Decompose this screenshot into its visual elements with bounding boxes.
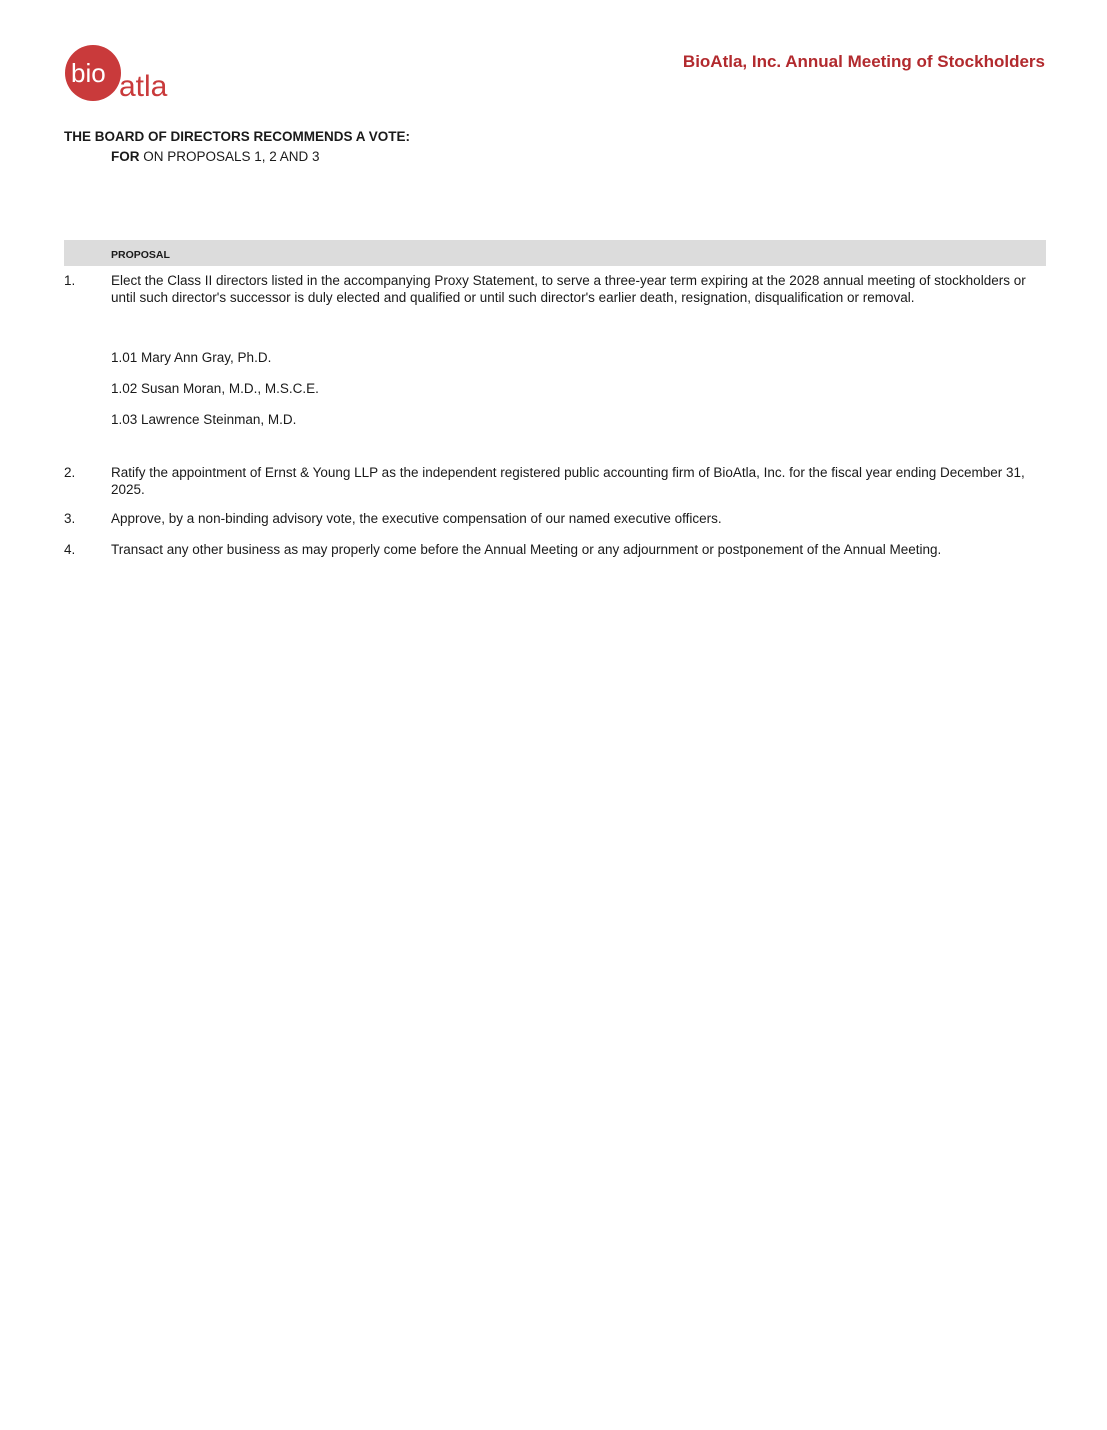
bioatla-logo (64, 44, 184, 104)
for-proposals-text: ON PROPOSALS 1, 2 AND 3 (139, 149, 320, 164)
document-header-title: BioAtla, Inc. Annual Meeting of Stockholders (682, 52, 1045, 71)
proposal-header-label: PROPOSAL (111, 249, 170, 261)
proposal-text: Elect the Class II directors listed in the accompanying Proxy Statement, to serve a three-year term expiring at the 2028 annual meeting of stockholders or until such director's successor is duly elected and qualified or until such director's earlier death, resignation, disqualification or removal. (111, 273, 1026, 305)
logo-text-atla: atla (119, 70, 168, 103)
proposal-text: Ratify the appointment of Ernst & Young LLP as the independent registered public accounting firm of BioAtla, Inc. for the fiscal year ending December 31, 2025. (111, 465, 1025, 497)
proposal-number: 3. (64, 511, 76, 526)
nominee-item: 1.01 Mary Ann Gray, Ph.D. (111, 350, 272, 365)
proposal-text: Transact any other business as may properly come before the Annual Meeting or any adjournment or postponement of the Annual Meeting. (111, 542, 942, 557)
logo-text-bio: bio (71, 58, 106, 88)
for-label: FOR (111, 149, 140, 164)
proposal-number: 2. (64, 465, 76, 480)
nominee-item: 1.03 Lawrence Steinman, M.D. (111, 412, 297, 427)
board-recommendation-line (111, 149, 320, 164)
proposal-text: Approve, by a non-binding advisory vote, the executive compensation of our named executive officers. (111, 511, 722, 526)
proposal-number: 1. (64, 273, 76, 288)
proposal-number: 4. (64, 542, 76, 557)
board-recommendation-heading: THE BOARD OF DIRECTORS RECOMMENDS A VOTE: (64, 129, 411, 144)
proposal-header-bar (64, 240, 1046, 266)
nominee-item: 1.02 Susan Moran, M.D., M.S.C.E. (111, 381, 319, 396)
